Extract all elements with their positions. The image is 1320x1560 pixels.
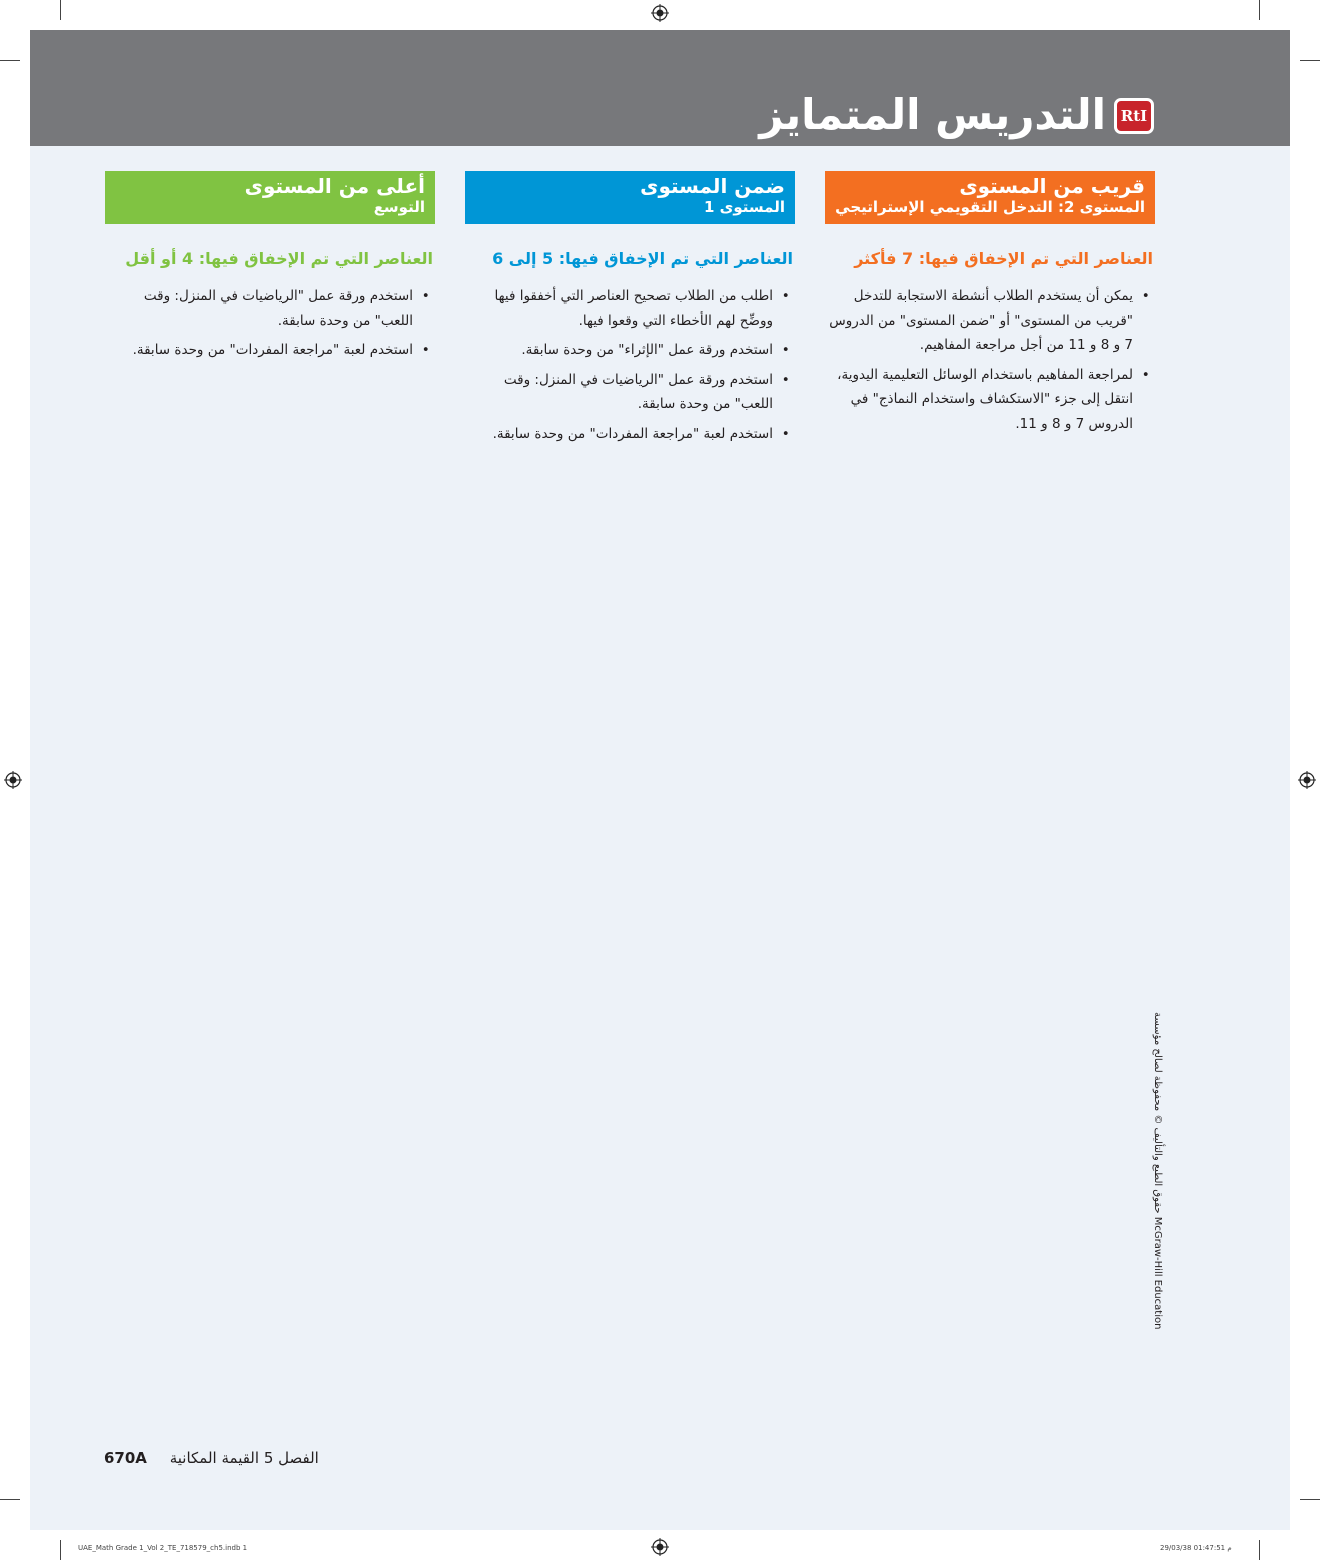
column-subtitle: المستوى 2: التدخل التقويمي الإستراتيجي [835,198,1145,216]
print-timestamp: 29/03/38 01:47:51 م [1160,1544,1232,1552]
print-slug: UAE_Math Grade 1_Vol 2_TE_718579_ch5.indb 1 [78,1544,248,1552]
crop-mark [1300,1499,1320,1500]
list-item-text: لمراجعة المفاهيم باستخدام الوسائل التعليمية اليدوية، انتقل إلى جزء "الاستكشاف واستخدام النماذج" في الدروس 7 و 8 و 11. [837,366,1133,432]
bullet-list [825,284,1155,436]
page-number: 670A [104,1449,147,1467]
column-subtitle: التوسع [373,198,425,216]
chapter-label: الفصل 5 القيمة المكانية [169,1449,319,1467]
list-item-text: استخدم ورقة عمل "الإثراء" من وحدة سابقة. [521,342,773,358]
copyright-notice: حقوق الطبع والتأليف © محفوظة لصالح مؤسسة McGraw-Hill Education [1152,1012,1163,1330]
rti-badge-icon: RtI [1114,98,1154,134]
column-title: قريب من المستوى [959,174,1145,198]
list-item: • استخدم لعبة "مراجعة المفردات" من وحدة سابقة. [132,342,430,358]
column-title: أعلى من المستوى [244,174,425,198]
column-approaching-level [825,171,1155,441]
crop-mark [1259,0,1260,20]
list-item-text: يمكن أن يستخدم الطلاب أنشطة الاستجابة للتدخل "قريب من المستوى" أو "ضمن المستوى" من الدروس 7 و 8 و 11 من أجل مراجعة المفاهيم. [829,288,1133,353]
list-item-text: استخدم ورقة عمل "الرياضيات في المنزل: وقت اللعب" من وحدة سابقة. [503,371,773,412]
list-item: • استخدم ورقة عمل "الإثراء" من وحدة سابقة. [521,342,790,358]
list-item-text: استخدم لعبة "مراجعة المفردات" من وحدة سابقة. [492,425,773,442]
page-title: التدريس المتمايز [759,90,1106,139]
list-item-text: استخدم لعبة "مراجعة المفردات" من وحدة سابقة. [132,342,413,358]
list-item: • استخدم ورقة عمل "الرياضيات في المنزل: وقت اللعب" من وحدة سابقة. [503,371,790,412]
list-item: • استخدم ورقة عمل "الرياضيات في المنزل: وقت اللعب" من وحدة سابقة. [143,288,430,329]
column-subtitle: المستوى 1 [703,198,785,216]
column-beyond-level [105,171,435,368]
crop-mark [60,1540,61,1560]
registration-mark-icon [1298,771,1316,789]
column-title: ضمن المستوى [640,174,785,198]
list-item: • لمراجعة المفاهيم باستخدام الوسائل التعليمية اليدوية، انتقل إلى جزء "الاستكشاف واستخدام النماذج" في الدروس 7 و 8 و 11. [837,366,1150,432]
registration-mark-icon [4,771,22,789]
criteria-heading: العناصر التي تم الإخفاق فيها: 7 فأكثر [854,249,1153,268]
list-item-text: اطلب من الطلاب تصحيح العناصر التي أخفقوا فيها ووضِّح لهم الأخطاء التي وقعوا فيها. [494,288,773,329]
bullet-list [465,284,795,446]
criteria-heading: العناصر التي تم الإخفاق فيها: 5 إلى 6 [492,249,793,268]
registration-mark-icon [651,1538,669,1556]
list-item: • يمكن أن يستخدم الطلاب أنشطة الاستجابة للتدخل "قريب من المستوى" أو "ضمن المستوى" من الدروس 7 و 8 و 11 من أجل مراجعة المفاهيم. [829,288,1150,353]
crop-mark [1300,60,1320,61]
list-item: • استخدم لعبة "مراجعة المفردات" من وحدة سابقة. [492,425,790,442]
column-header [465,171,795,224]
crop-mark [1259,1540,1260,1560]
registration-mark-icon [651,4,669,22]
criteria-heading: العناصر التي تم الإخفاق فيها: 4 أو أقل [125,249,433,268]
column-header [105,171,435,224]
crop-mark [60,0,61,20]
crop-mark [0,1499,20,1500]
list-item: • اطلب من الطلاب تصحيح العناصر التي أخفقوا فيها ووضِّح لهم الأخطاء التي وقعوا فيها. [494,288,790,329]
column-on-level [465,171,795,451]
bullet-list [105,284,435,363]
column-header [825,171,1155,224]
page-footer [104,1449,319,1467]
crop-mark [0,60,20,61]
list-item-text: استخدم ورقة عمل "الرياضيات في المنزل: وقت اللعب" من وحدة سابقة. [143,288,413,329]
